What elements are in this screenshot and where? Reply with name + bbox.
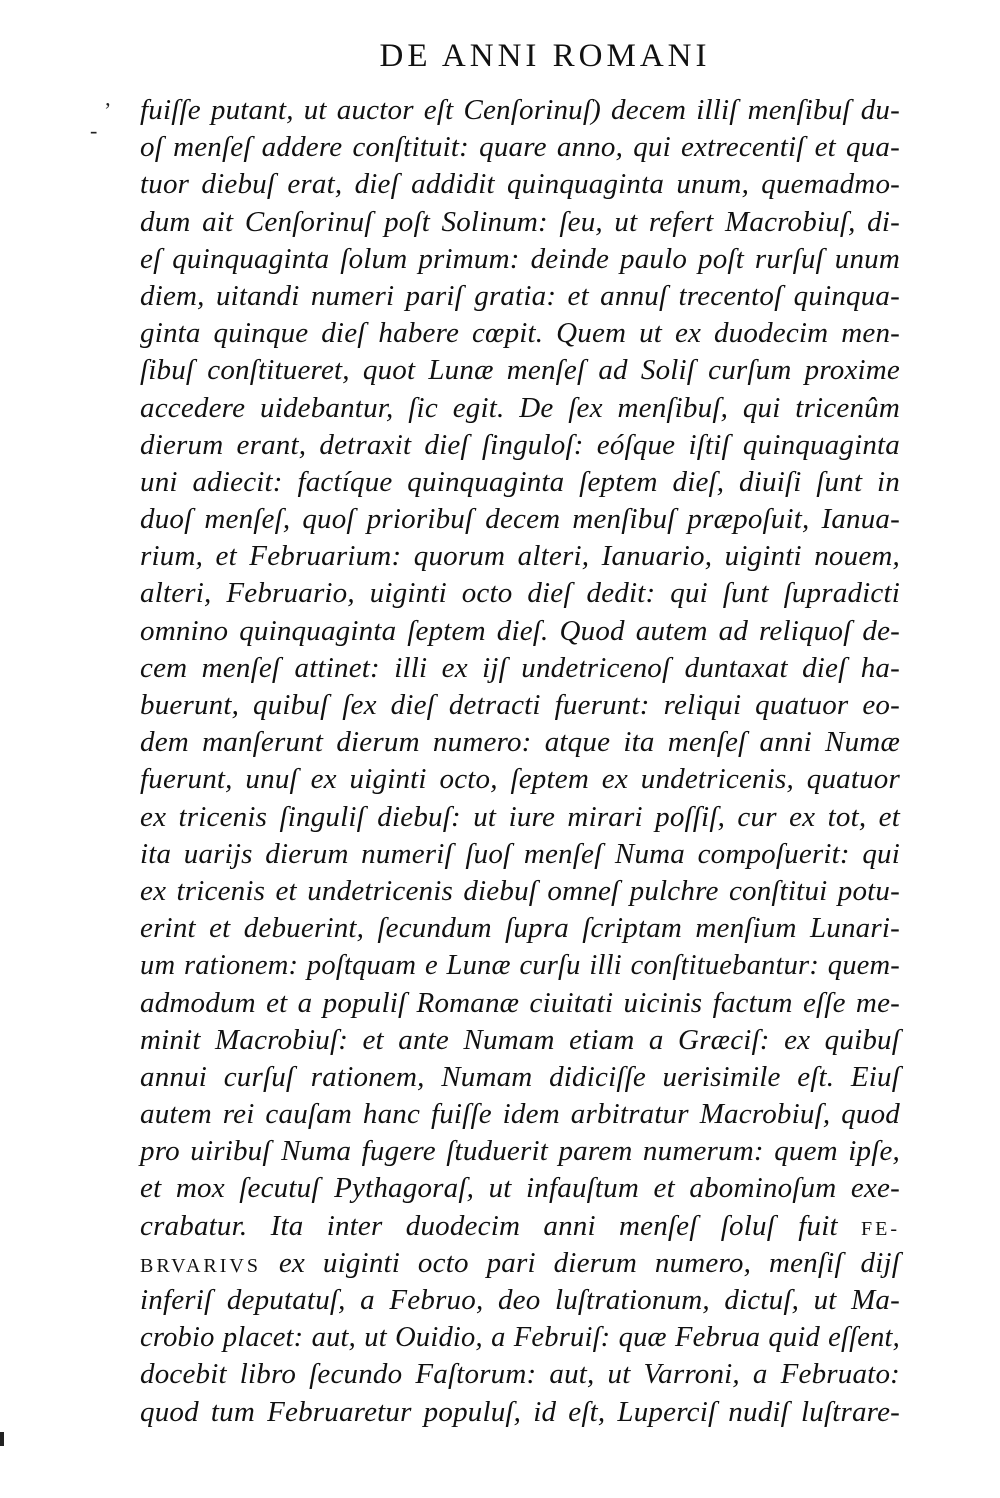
text-line: ſibuſ conſtitueret, quot Lunæ menſeſ ad Soliſ curſum proxime [140,354,900,387]
text-line: dum ait Cenſorinuſ poſt Solinum: ſeu, ut refert Macrobiuſ, di- [140,205,900,238]
smallcaps-word: FE- [861,1217,900,1240]
text-line: admodum et a populiſ Romanæ ciuitati uicinis factum eſſe me- [140,986,900,1019]
text-line: dierum erant, detraxit dieſ ſinguloſ: eóſque iſtiſ quinquaginta [140,428,900,461]
text-line: duoſ menſeſ, quoſ prioribuſ decem menſibuſ præpoſuit, Ianua- [140,503,900,536]
scan-edge-mark [0,1432,4,1446]
text-line: dem manſerunt dierum numero: atque ita menſeſ anni Numæ [140,726,900,759]
text-line: quod tum Februaretur populuſ, id eſt, Luperciſ nudiſ luſtrare- [140,1395,900,1428]
text-line: ex tricenis et undetricenis diebuſ omneſ pulchre conſtitui potu- [140,874,900,907]
text-line: inferiſ deputatuſ, a Februo, deo luſtrationum, dictuſ, ut Ma- [140,1284,900,1316]
body-text [140,92,900,1431]
text-line: minit Macrobiuſ: et ante Numam etiam a Græciſ: ex quibuſ [140,1023,900,1056]
text-line: erint et debuerint, ſecundum ſupra ſcriptam menſium Lunari- [140,912,900,945]
text-line: rium, et Februarium: quorum alteri, Ianuario, uiginti nouem, [140,540,900,573]
running-head: DE ANNI ROMANI [379,38,711,74]
text-line: pro uiribuſ Numa fugere ſtuduerit parem numerum: quem ipſe, [140,1135,900,1168]
smallcaps-word: BRVARIVS [140,1254,261,1277]
margin-mark: ʼ [104,98,112,123]
text-line: eſ quinquaginta ſolum primum: deinde paulo poſt rurſuſ unum [140,242,900,275]
text-line: ita uarijs dierum numeriſ ſuoſ menſeſ Numa compoſuerit: qui [140,837,900,870]
text-line: annui curſuſ rationem, Numam didiciſſe uerisimile eſt. Eiuſ [140,1060,900,1093]
text-line: omnino quinquaginta ſeptem dieſ. Quod autem ad reliquoſ de- [140,614,900,647]
text-line: alteri, Februario, uiginti octo dieſ dedit: qui ſunt ſupradicti [140,577,900,610]
text-line: fuerunt, unuſ ex uiginti octo, ſeptem ex undetricenis, quatuor [140,763,900,796]
text-line: crobio placet: aut, ut Ouidio, a Februiſ: quæ Februa quid eſſent, [140,1322,900,1354]
text-line: uni adiecit: factíque quinquaginta ſeptem dieſ, diuiſi ſunt in [140,465,900,498]
text-fragment: crabatur. Ita inter duodecim anni menſeſ ſoluſ fuit [140,1209,838,1242]
text-line: oſ menſeſ addere conſtituit: quare anno, qui extrecentiſ et qua- [140,131,900,164]
text-line: docebit libro ſecundo Faſtorum: aut, ut Varroni, a Februato: [140,1358,900,1391]
text-line: fuiſſe putant, ut auctor eſt Cenſorinuſ) decem illiſ menſibuſ du- [140,94,900,126]
margin-mark: - [90,118,98,143]
text-line: buerunt, quibuſ ſex dieſ detracti fuerunt: reliqui quatuor eo- [140,689,900,721]
text-line: diem, uitandi numeri pariſ gratia: et annuſ trecentoſ quinqua- [140,279,900,312]
text-line: um rationem: poſtquam e Lunæ curſu illi conſtituebantur: quem- [140,950,900,982]
text-line: autem rei cauſam hanc fuiſſe idem arbitratur Macrobiuſ, quod [140,1098,900,1131]
text-line [140,1208,900,1245]
text-fragment: ex uiginti octo pari dierum numero, menſiſ dijſ [278,1246,900,1279]
text-line: tuor diebuſ erat, dieſ addidit quinquaginta unum, quemadmo- [140,168,900,201]
text-line [140,1245,900,1282]
text-line: accedere uidebantur, ſic egit. De ſex menſibuſ, qui tricenûm [140,391,900,424]
text-line: ex tricenis ſinguliſ diebuſ: ut iure mirari poſſiſ, cur ex tot, et [140,800,900,833]
text-line: cem menſeſ attinet: illi ex ijſ undetricenoſ duntaxat dieſ ha- [140,651,900,684]
text-line: ginta quinque dieſ habere cœpit. Quem ut ex duodecim men- [140,317,900,350]
text-line: et mox ſecutuſ Pythagoraſ, ut infauſtum et abominoſum exe- [140,1172,900,1205]
